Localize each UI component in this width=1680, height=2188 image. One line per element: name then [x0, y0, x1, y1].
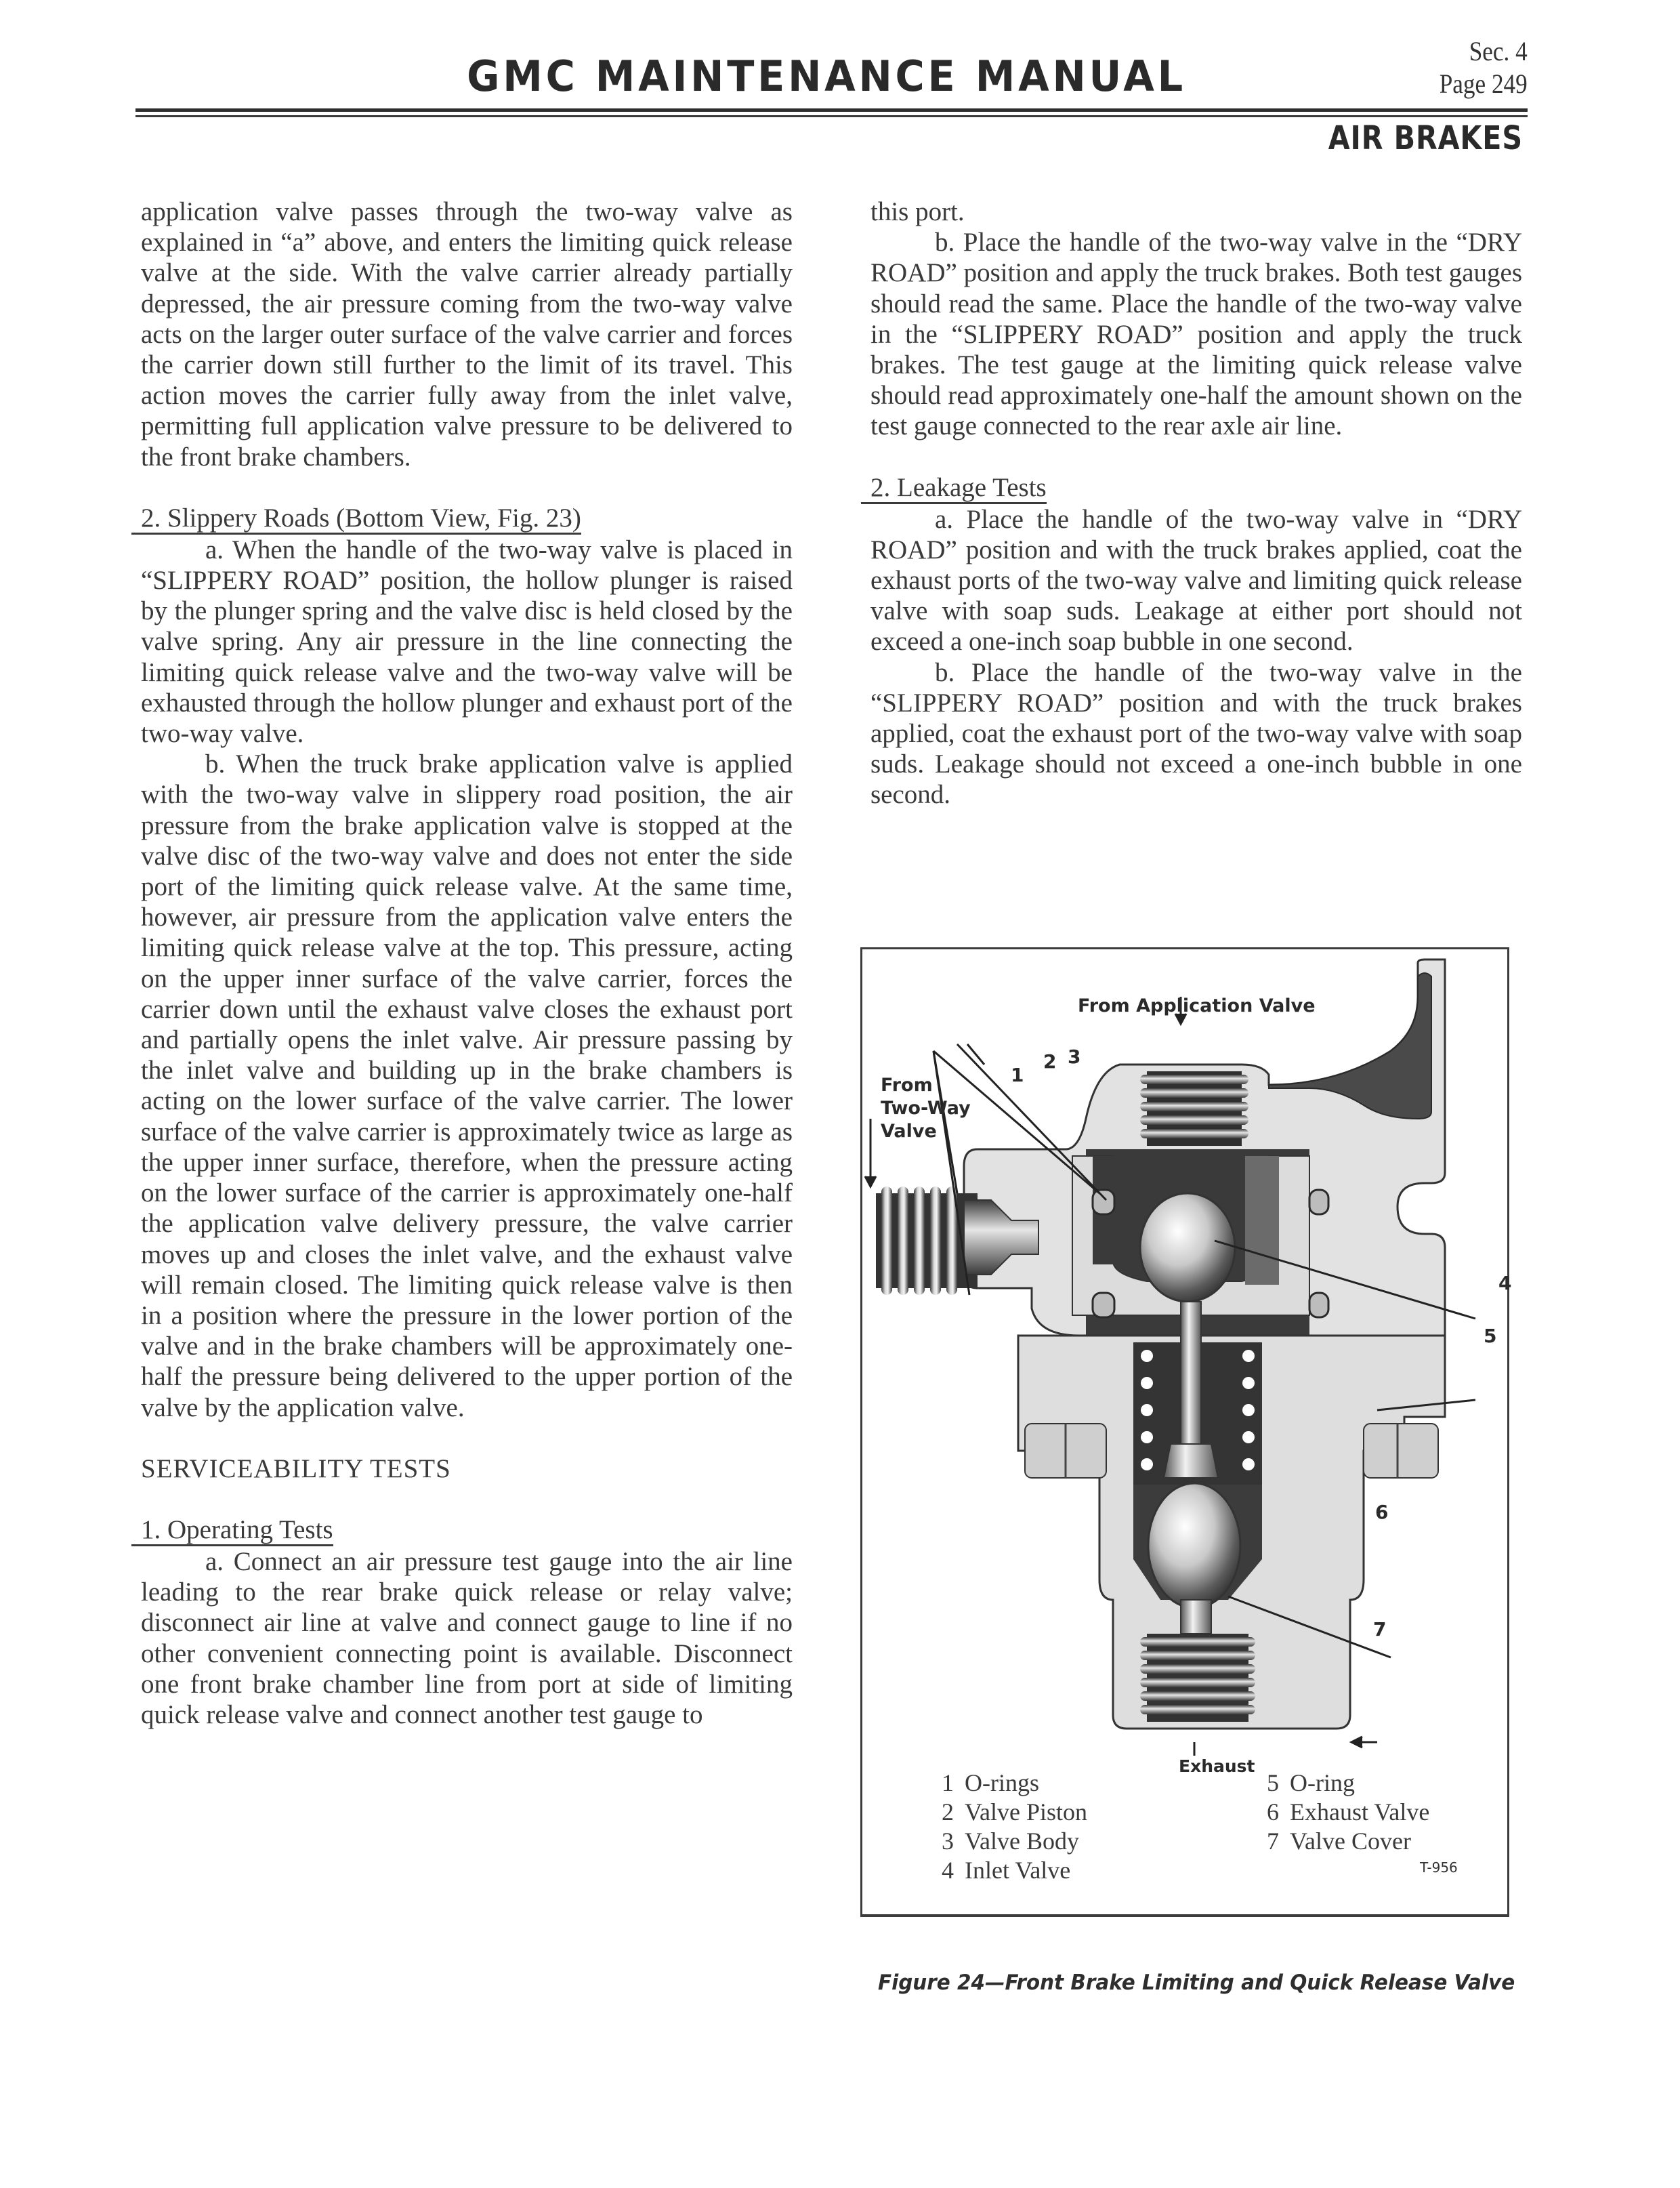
section-title: AIR BRAKES	[1328, 119, 1523, 157]
paragraph-operating-a-continuation: this port.	[870, 197, 965, 226]
manual-title: GMC MAINTENANCE MANUAL	[467, 51, 1186, 101]
legend-item: 5 O-ring	[1267, 1769, 1355, 1796]
label-from-application-valve: From Application Valve	[1078, 995, 1316, 1016]
legend-item: 1 O-rings	[942, 1769, 1039, 1796]
paragraph-leakage-b: b. Place the handle of the two-way valve in the “SLIPPERY ROAD” position and with the truck brakes applied, coat the exhaust port of the two-way valve with soap suds. Leakage should not exceed a one-inch bubble in one second.	[870, 657, 1522, 810]
callout-3: 3	[1068, 1046, 1081, 1068]
legend-item: 4 Inlet Valve	[942, 1857, 1071, 1884]
legend-item: 3 Valve Body	[942, 1828, 1079, 1855]
paragraph-slippery-a: a. When the handle of the two-way valve is placed in “SLIPPERY ROAD” position, the hollow plunger is raised by the plunger spring and the valve disc is held closed by the valve spring. Any air pressure in the line connecting the limiting quick release valve and the two-way valve will be exhausted through the hollow plunger and exhaust port of the two-way valve.	[141, 535, 793, 749]
paragraph-operating-b: b. Place the handle of the two-way valve in the “DRY ROAD” position and apply the truck brakes. Both test gauges should read the same. Place the handle of the two-way valve in the “SLIPPERY ROAD” position and apply the truck brakes. The test gauge at the limiting quick release valve should read approximately one-half the amount shown on the test gauge connected to the rear axle air line.	[870, 228, 1522, 441]
right-column	[870, 197, 1522, 810]
legend-item: 2 Valve Piston	[942, 1798, 1088, 1825]
subheading-operating-tests: 1. Operating Tests	[131, 1517, 333, 1546]
valve-cutaway-diagram	[862, 949, 1507, 1762]
legend-item: 6 Exhaust Valve	[1267, 1798, 1430, 1825]
paragraph-leakage-a: a. Place the handle of the two-way valve in “DRY ROAD” position and with the truck brakes applied, coat the exhaust ports of the two-way valve and limiting quick release valve with soap suds. Leakage at either port should not exceed a one-inch soap bubble in one second.	[870, 504, 1522, 657]
callout-1: 1	[1011, 1064, 1024, 1086]
left-column	[141, 197, 793, 1730]
header-rule-thin	[135, 115, 1528, 117]
paragraph-slippery-b: b. When the truck brake application valve is applied with the two-way valve in slippery road position, the air pressure from the brake application valve is stopped at the valve disc of the two-way valve and does not enter the side port of the limiting quick release valve. At the same time, however, air pressure from the application valve enters the limiting quick release valve at the top. This pressure, acting on the upper inner surface of the valve carrier, forces the carrier down until the exhaust valve closes the exhaust port and partially opens the inlet valve. Air pressure passing by the inlet valve and building up in the brake chambers is acting on the lower surface of the valve carrier. The lower surface of the valve carrier is approximately twice as large as the upper inner surface, therefore, when the pressure acting on the lower surface of the carrier is approximately one-half the application valve delivery pressure, the valve carrier moves up and closes the inlet valve, and the exhaust valve will remain closed. The limiting quick release valve is then in a position where the pressure in the lower portion of the valve and in the brake chambers will be approximately one-half the pressure being delivered to the upper portion of the valve by the application valve.	[141, 749, 793, 1422]
heading-serviceability-tests: SERVICEABILITY TESTS	[141, 1453, 451, 1483]
figure-reference-code: T-956	[1420, 1859, 1458, 1876]
callout-7: 7	[1373, 1618, 1387, 1640]
paragraph-continuation: application valve passes through the two-way valve as explained in “a” above, and enters the limiting quick release valve at the side. With the valve carrier already partially depressed, the air pressure coming from the two-way valve acts on the larger outer surface of the valve carrier and forces the carrier down still further to the limit of its travel. This action moves the carrier fully away from the inlet valve, permitting full application valve pressure to be delivered to the front brake chambers.	[141, 197, 793, 472]
label-from: From	[881, 1075, 933, 1096]
subheading-slippery-roads: 2. Slippery Roads (Bottom View, Fig. 23)	[131, 505, 581, 535]
exhaust-valve-ball	[1148, 1483, 1240, 1608]
callout-2: 2	[1043, 1050, 1057, 1073]
section-number: Sec. 4	[1469, 36, 1528, 66]
legend-item: 7 Valve Cover	[1267, 1828, 1411, 1855]
label-valve: Valve	[881, 1121, 937, 1142]
subheading-leakage-tests: 2. Leakage Tests	[861, 475, 1047, 504]
figure-caption: Figure 24—Front Brake Limiting and Quick Release Valve	[878, 1970, 1515, 1995]
paragraph-operating-a: a. Connect an air pressure test gauge into the air line leading to the rear brake quick release or relay valve; disconnect air line at valve and connect gauge to line if no other convenient connecting point is available. Disconnect one front brake chamber line from port at side of limiting quick release valve and connect another test gauge to	[141, 1546, 793, 1729]
label-two-way: Two-Way	[881, 1098, 971, 1119]
callout-5: 5	[1484, 1325, 1497, 1347]
callout-6: 6	[1375, 1501, 1389, 1523]
header-rule-thick	[135, 108, 1528, 112]
inlet-valve-ball	[1140, 1193, 1235, 1302]
label-exhaust: Exhaust	[1179, 1756, 1255, 1776]
callout-4: 4	[1498, 1272, 1512, 1294]
page-number: Page 249	[1439, 68, 1528, 99]
